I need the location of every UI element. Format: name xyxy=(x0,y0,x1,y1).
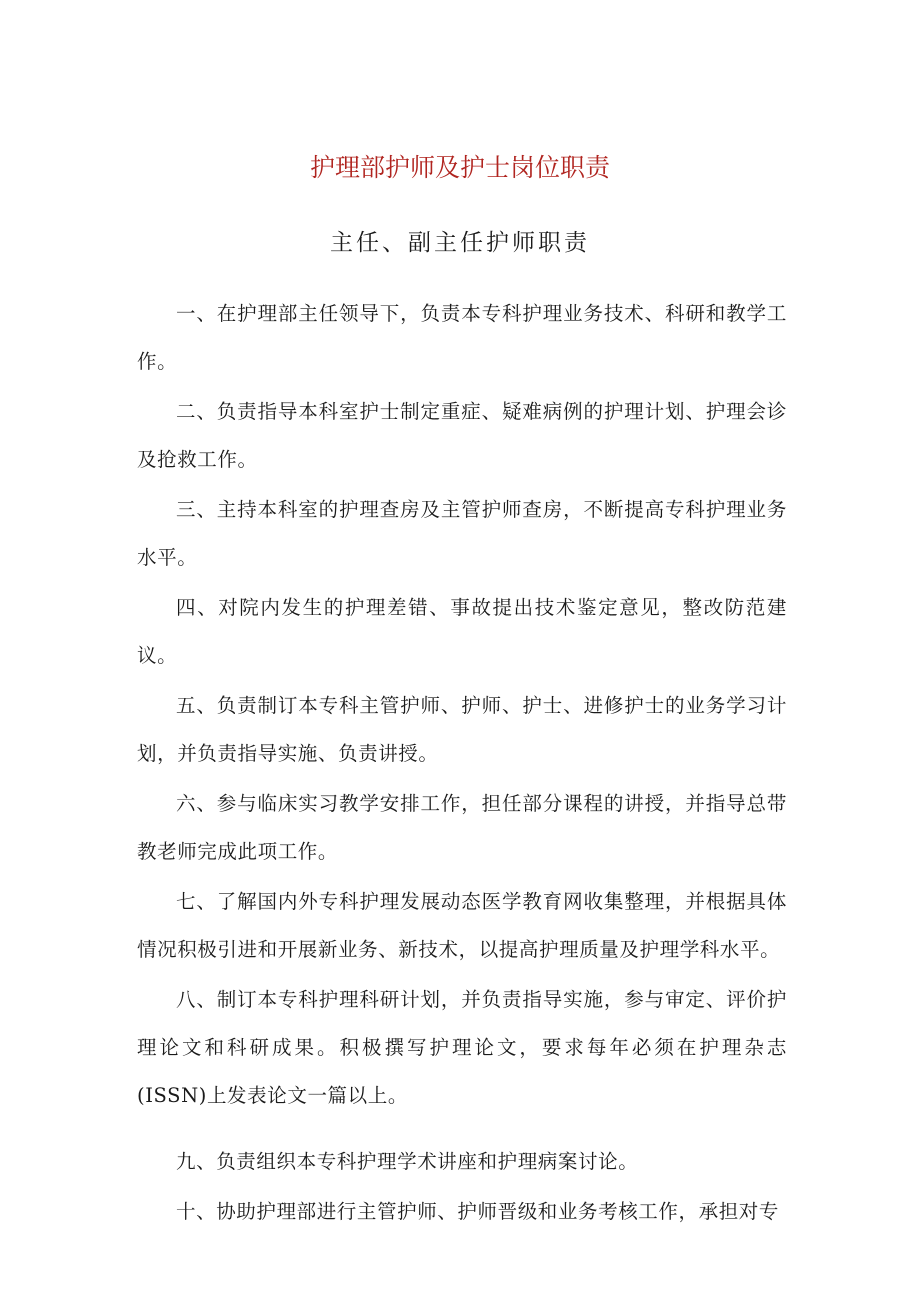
paragraph: 八、制订本专科护理科研计划，并负责指导实施，参与审定、评价护理论文和科研成果。积极撰写护理论文，要求每年必须在护理杂志(ISSN)上发表论文一篇以上。 xyxy=(137,988,787,1107)
paragraph: 六、参与临床实习教学安排工作，担任部分课程的讲授，并指导总带教老师完成此项工作。 xyxy=(137,792,787,863)
document-title: 护理部护师及护士岗位职责 xyxy=(309,153,610,182)
paragraph: 四、对院内发生的护理差错、事故提出技术鉴定意见，整改防范建议。 xyxy=(137,596,787,667)
paragraph: 三、主持本科室的护理查房及主管护师查房，不断提高专科护理业务水平。 xyxy=(137,498,787,569)
paragraph: 十、协助护理部进行主管护师、护师晋级和业务考核工作，承担对专 xyxy=(176,1200,780,1223)
document-body xyxy=(137,290,787,1236)
section-title: 主任、副主任护师职责 xyxy=(330,230,590,256)
paragraph: 九、负责组织本专科护理学术讲座和护理病案讨论。 xyxy=(176,1150,639,1173)
paragraph: 二、负责指导本科室护士制定重症、疑难病例的护理计划、护理会诊及抢救工作。 xyxy=(137,400,787,471)
paragraph: 一、在护理部主任领导下，负责本专科护理业务技术、科研和教学工作。 xyxy=(137,302,787,373)
paragraph: 七、了解国内外专科护理发展动态医学教育网收集整理，并根据具体情况积极引进和开展新业务、新技术，以提高护理质量及护理学科水平。 xyxy=(137,890,787,961)
paragraph: 五、负责制订本专科主管护师、护师、护士、进修护士的业务学习计划，并负责指导实施、负责讲授。 xyxy=(137,694,787,765)
